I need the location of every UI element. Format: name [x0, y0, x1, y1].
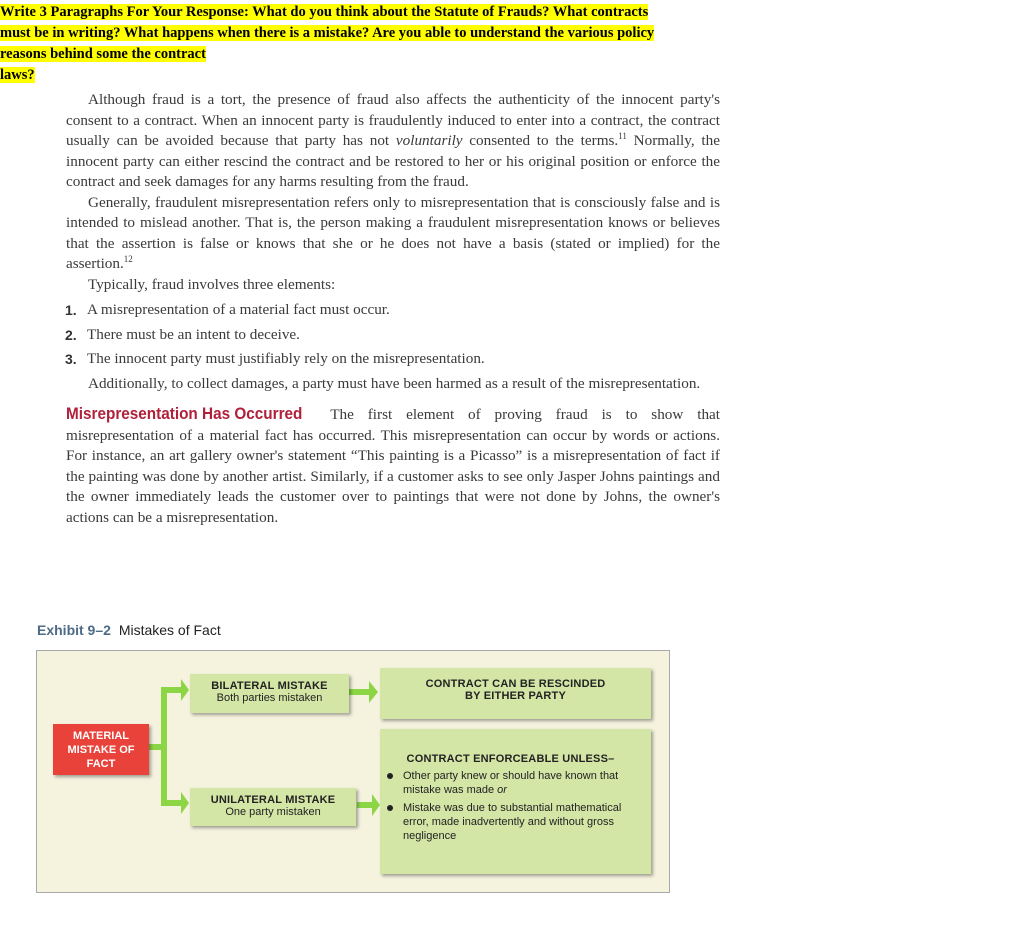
paragraph-three-elements: Typically, fraud involves three elements: [88, 275, 336, 293]
fraud-elements-list [65, 300, 720, 370]
unilateral-title: UNILATERAL MISTAKE [210, 794, 336, 806]
prompt-line-1: Write 3 Paragraphs For Your Response: What do you think about the Statute of Frauds? What contracts [0, 4, 649, 20]
footnote-12: 12 [123, 253, 133, 264]
paragraph-misrepresentation: Misrepresentation Has Occurred The first element of proving fraud is to show that misrepresentation of a material fact has occurred. This misrepresentation can occur by words or actions. For instance, an art gallery owner's statement “This painting is a Picasso” is a misrepresentation of fact if the painting was done by another artist. Similarly, if a customer asks to see only Jasper Johns paintings and the owner immediately leads the customer over to paintings that were not done by Johns, the owner's actions can be a misrepresentation. [66, 404, 720, 526]
exhibit-caption [37, 622, 221, 638]
prompt-line-3: reasons behind some the contract [0, 46, 206, 62]
textbook-excerpt [66, 90, 720, 528]
material-mistake-box: MATERIAL MISTAKE OF FACT [53, 724, 149, 775]
list-item: 1. A misrepresentation of a material fact must occur. [65, 301, 390, 318]
prompt-line-2: must be in writing? What happens when there is a mistake? Are you able to understand the various policy [0, 25, 655, 41]
section-heading: Misrepresentation Has Occurred [66, 404, 303, 423]
bullet-icon [387, 773, 393, 779]
bilateral-mistake-box [190, 674, 349, 713]
prompt-line-4: laws? [0, 67, 35, 83]
rescind-box [380, 668, 651, 719]
bilateral-subtitle: Both parties mistaken [216, 692, 323, 704]
enforceable-box [380, 729, 651, 874]
bilateral-title: BILATERAL MISTAKE [211, 680, 328, 692]
mistakes-of-fact-diagram [36, 650, 670, 893]
question-prompt [0, 2, 745, 86]
exhibit-label: Exhibit 9–2 [37, 622, 111, 638]
list-item: 3. The innocent party must justifiably rely on the misrepresentation. [65, 350, 485, 367]
paragraph-damages: Additionally, to collect damages, a party must have been harmed as a result of the misrepresentation. [88, 374, 701, 392]
rescind-line-1: CONTRACT CAN BE RESCINDED [425, 678, 606, 690]
list-item: 2. There must be an intent to deceive. [65, 325, 300, 343]
list-item: Mistake was due to substantial mathematical error, made inadvertently and without gross negligence [380, 801, 641, 843]
exhibit-title: Mistakes of Fact [118, 622, 221, 638]
enforceable-title: CONTRACT ENFORCEABLE UNLESS– [406, 753, 615, 765]
list-item: Other party knew or should have known that mistake was made or [380, 769, 641, 797]
rescind-line-2: BY EITHER PARTY [465, 690, 566, 702]
enforceable-conditions [380, 769, 641, 843]
paragraph-fraud-intro: Although fraud is a tort, the presence of fraud also affects the authenticity of the innocent party's consent to a contract. When an innocent party is fraudulently induced to enter into a contract, the contract usually can be avoided because that party has not voluntarily consented to the terms.$^{11}$ Normally, the innocent party can either rescind the contract and be restored to her or his original position or enforce the contract and seek damages for any harms resulting from the fraud. [66, 91, 720, 190]
footnote-11: 11 [618, 130, 627, 141]
bullet-icon [387, 805, 393, 811]
unilateral-subtitle: One party mistaken [225, 806, 321, 818]
paragraph-fraudulent-misrepresentation: Generally, fraudulent misrepresentation refers only to misrepresentation that is consciously false and is intended to mislead another. That is, the person making a fraudulent misrepresentation knows or believes that the assertion is false or knows that she or he does not have a basis (stated or implied) for the assertion.$^{12}$ [66, 193, 720, 272]
unilateral-mistake-box [190, 788, 356, 826]
